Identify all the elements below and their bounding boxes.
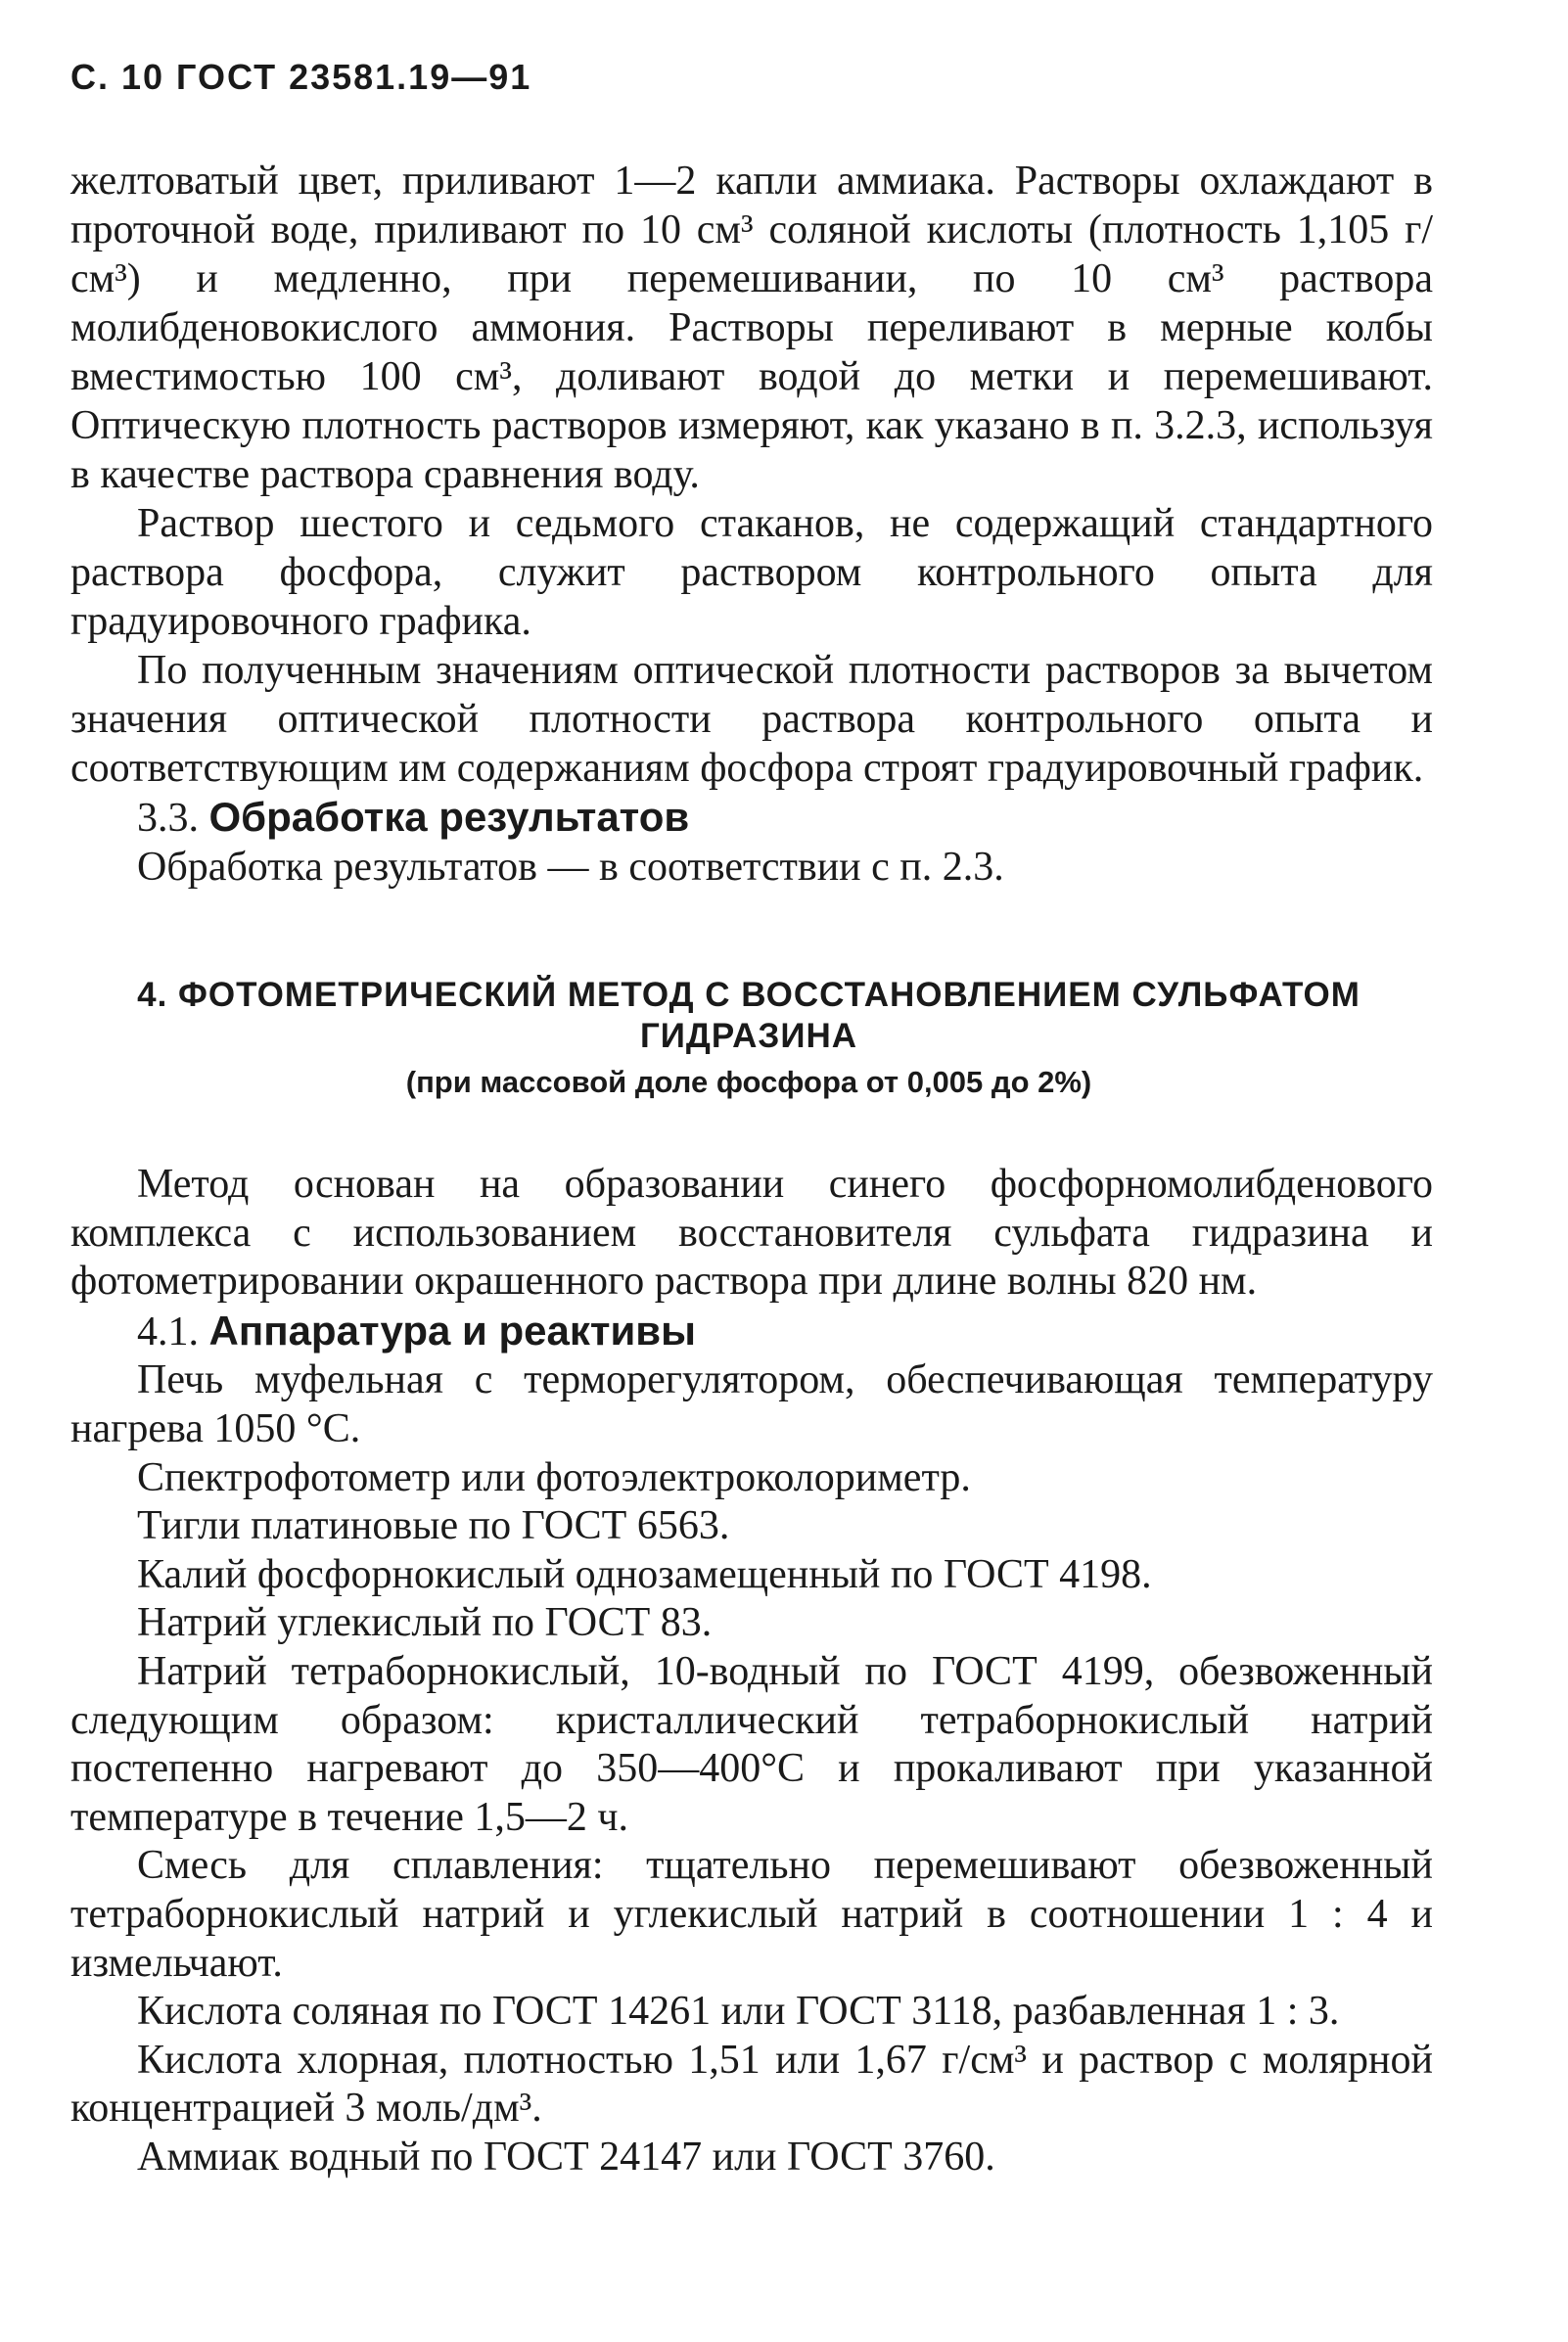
paragraph: По полученным значениям оптической плотности растворов за вычетом значения оптической плотности раствора контрольного опыта и соответствующим им содержаниям фосфора строят градуировочный график. [70, 648, 1433, 791]
paragraph: желтоватый цвет, приливают 1—2 капли аммиака. Растворы охлаждают в проточной воде, приливают по 10 см³ соляной кислоты (плотность 1,105 г/см³) и медленно, при перемешивании, по 10 см³ раствора молибденовокислого аммония. Растворы переливают в мерные колбы вместимостью 100 см³, доливают водой до метки и перемешивают. Оптическую плотность растворов измеряют, как указано в п. 3.2.3, используя в качестве раствора сравнения воду. [70, 159, 1433, 497]
running-header: С. 10 ГОСТ 23581.19—91 [70, 57, 532, 97]
list-item: Спектрофотометр или фотоэлектроколориметр. [137, 1454, 971, 1500]
list-item: Тигли платиновые по ГОСТ 6563. [137, 1503, 730, 1549]
subsection-title: Обработка результатов [208, 794, 690, 840]
subsection-number: 3.3. [137, 796, 199, 841]
list-item: Натрий углекислый по ГОСТ 83. [137, 1600, 713, 1646]
paragraph: Обработка результатов — в соответствии с п. 2.3. [137, 845, 1004, 890]
list-item: Калий фосфорнокислый однозамещенный по ГОСТ 4198. [137, 1551, 1152, 1597]
subsection-number: 4.1. [137, 1309, 199, 1355]
section-4-text-block [70, 1161, 1433, 2181]
list-item: Аммиак водный по ГОСТ 24147 или ГОСТ 3760. [137, 2134, 995, 2180]
subsection-heading-4-1 [70, 1307, 1433, 1357]
list-item: Кислота хлорная, плотностью 1,51 или 1,67 г/см³ и раствор с молярной концентрацией 3 моль/дм³. [70, 2037, 1433, 2132]
list-item: Печь муфельная с терморегулятором, обеспечивающая температуру нагрева 1050 °С. [70, 1357, 1433, 1451]
list-item: Кислота соляная по ГОСТ 14261 или ГОСТ 3118, разбавленная 1 : 3. [137, 1989, 1340, 2035]
section-title: 4. ФОТОМЕТРИЧЕСКИЙ МЕТОД С ВОССТАНОВЛЕНИЕМ СУЛЬФАТОМ ГИДРАЗИНА [137, 976, 1360, 1055]
continuation-text-block [70, 157, 1433, 892]
subsection-title: Аппаратура и реактивы [208, 1307, 696, 1354]
list-item: Натрий тетраборнокислый, 10-водный по ГОСТ 4199, обезвоженный следующим образом: кристаллический тетраборнокислый натрий постепенно нагревают до 350—400°С и прокаливают при указанной температуре в течение 1,5—2 ч. [70, 1648, 1433, 1840]
list-item: Смесь для сплавления: тщательно перемешивают обезвоженный тетраборнокислый натрий и углекислый натрий в соотношении 1 : 4 и измельчают. [70, 1843, 1433, 1986]
subsection-heading-3-3 [70, 793, 1433, 843]
paragraph: Раствор шестого и седьмого стаканов, не содержащий стандартного раствора фосфора, служит раствором контрольного опыта для градуировочного графика. [70, 501, 1433, 644]
paragraph: Метод основан на образовании синего фосфорномолибденового комплекса с использованием восстановителя сульфата гидразина и фотометрировании окрашенного раствора при длине волны 820 нм. [70, 1162, 1433, 1305]
section-subtitle: (при массовой доле фосфора от 0,005 до 2%) [405, 1065, 1092, 1099]
